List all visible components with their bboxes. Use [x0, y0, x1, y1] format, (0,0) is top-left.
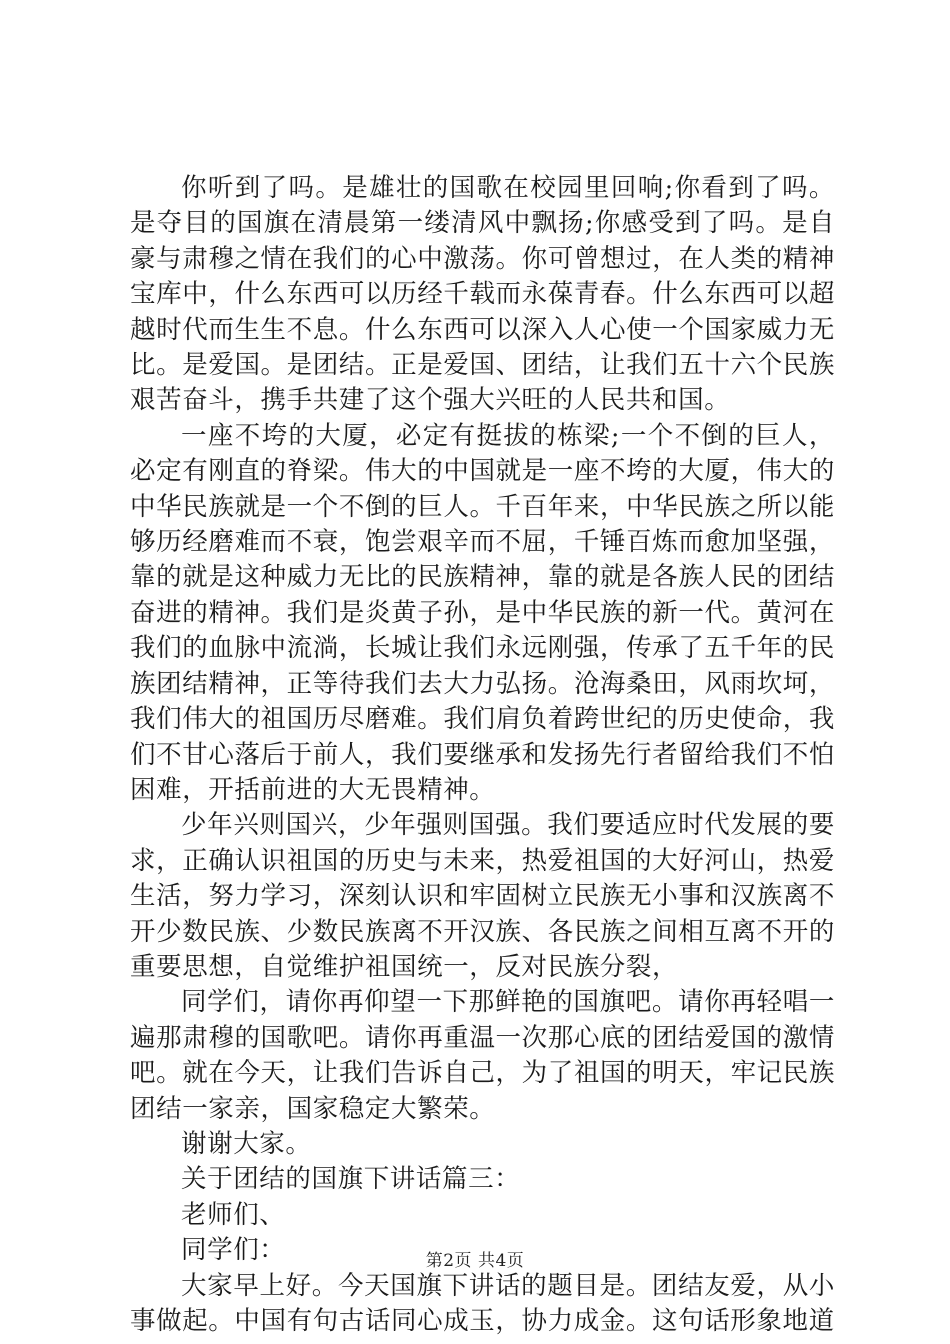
- page-number-footer: 第2页 共4页: [425, 1251, 525, 1271]
- document-body: [130, 171, 835, 1339]
- paragraph: 一座不垮的大厦，必定有挺拔的栋梁;一个不倒的巨人，必定有刚直的脊梁。伟大的中国就是一座不垮的大厦，伟大的中华民族就是一个不倒的巨人。千百年来，中华民族之所以能够历经磨难而不衰，饱尝艰辛而不屈，千锤百炼而愈加坚强，靠的就是这种威力无比的民族精神，靠的就是各族人民的团结奋进的精神。我们是炎黄子孙，是中华民族的新一代。黄河在我们的血脉中流淌，长城让我们永远刚强，传承了五千年的民族团结精神，正等待我们去大力弘扬。沧海桑田，风雨坎坷，我们伟大的祖国历尽磨难。我们肩负着跨世纪的历史使命，我们不甘心落后于前人，我们要继承和发扬先行者留给我们不怕困难，开括前进的大无畏精神。: [130, 420, 835, 805]
- section-heading: 关于团结的国旗下讲话篇三：: [181, 1164, 521, 1195]
- salutation-teachers: 老师们、: [181, 1199, 286, 1230]
- paragraph: 同学们，请你再仰望一下那鲜艳的国旗吧。请你再轻唱一遍那肃穆的国歌吧。请你再重温一次那心底的团结爱国的激情吧。就在今天，让我们告诉自己，为了祖国的明天，牢记民族团结一家亲，国家稳定大繁荣。: [130, 987, 835, 1124]
- closing-line: 谢谢大家。: [181, 1128, 312, 1159]
- paragraph: 你听到了吗。是雄壮的国歌在校园里回响;你看到了吗。是夺目的国旗在清晨第一缕清风中飘扬;你感受到了吗。是自豪与肃穆之情在我们的心中激荡。你可曾想过，在人类的精神宝库中，什么东西可以历经千载而永葆青春。什么东西可以超越时代而生生不息。什么东西可以深入人心使一个国家威力无比。是爱国。是团结。正是爱国、团结，让我们五十六个民族艰苦奋斗，携手共建了这个强大兴旺的人民共和国。: [130, 173, 835, 416]
- paragraph: 少年兴则国兴，少年强则国强。我们要适应时代发展的要求，正确认识祖国的历史与未来，热爱祖国的大好河山，热爱生活，努力学习，深刻认识和牢固树立民族无小事和汉族离不开少数民族、少数民族离不开汉族、各民族之间相互离不开的重要思想，自觉维护祖国统一，反对民族分裂，: [130, 810, 835, 982]
- paragraph: 大家早上好。今天国旗下讲话的题目是。团结友爱，从小事做起。中国有句古话同心成玉，协力成金。这句话形象地道: [130, 1270, 835, 1336]
- salutation-students: 同学们：: [181, 1235, 286, 1266]
